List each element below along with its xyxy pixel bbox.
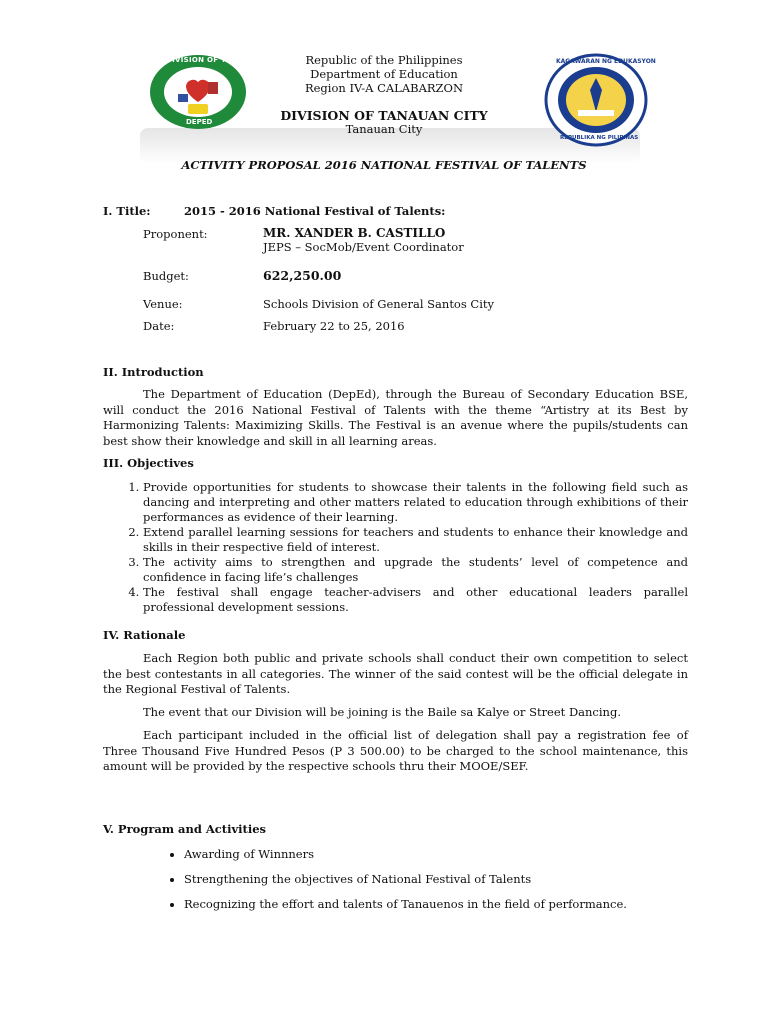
- objective-item: 1. Provide opportunities for students to showcase their talents in the following field such as dancing and interpreting and other matters related to education through exhibitions of their performances as evidence of their learning.: [143, 480, 688, 525]
- objective-item: 3. The activity aims to strengthen and upgrade the students’ level of competence and confidence in facing life’s challenges: [143, 555, 688, 585]
- rationale-paragraph-1: Each Region both public and private schools shall conduct their own competition to select the best contestants in all categories. The winner of the said contest will be the official delegate in the Regional Festival of Talents.: [103, 651, 688, 696]
- title-value: 2015 - 2016 National Festival of Talents:: [184, 204, 446, 218]
- title-label: I. Title:: [103, 204, 151, 218]
- budget-label: Budget:: [143, 269, 189, 283]
- program-heading: V. Program and Activities: [103, 822, 267, 836]
- program-list: [166, 842, 686, 917]
- objective-item: 4. The festival shall engage teacher-advisers and other educational leaders parallel professional development sessions.: [143, 585, 688, 615]
- program-item: • Strengthening the objectives of National Festival of Talents: [184, 867, 686, 892]
- budget-value: 622,250.00: [263, 268, 342, 283]
- objectives-heading: III. Objectives: [103, 456, 194, 470]
- introduction-heading: II. Introduction: [103, 365, 204, 379]
- division-seal-top-text: DIVISION OF TANAUAN CITY: [166, 56, 283, 64]
- proponent-label: Proponent:: [143, 227, 208, 241]
- objective-item: 2. Extend parallel learning sessions for teachers and students to enhance their knowledge and skills in their respective field of interest.: [143, 525, 688, 555]
- header-city: Tanauan City: [345, 122, 423, 136]
- proponent-name: MR. XANDER B. CASTILLO: [263, 226, 446, 240]
- header-republic: Republic of the Philippines: [305, 53, 463, 67]
- date-value: February 22 to 25, 2016: [263, 319, 405, 333]
- rationale-paragraph-3: Each participant included in the official list of delegation shall pay a registration fee of Three Thousand Five Hundred Pesos (P 3 500.00) to be charged to the school maintenance, this amount will be provided by the respective schools thru their MOOE/SEF.: [103, 728, 688, 773]
- rationale-paragraph-2: The event that our Division will be joining is the Baile sa Kalye or Street Dancing.: [143, 705, 621, 719]
- header-region: Region IV-A CALABARZON: [304, 81, 464, 95]
- proposal-title: ACTIVITY PROPOSAL 2016 NATIONAL FESTIVAL OF TALENTS: [181, 158, 587, 172]
- division-seal-bottom-text: DEPED: [186, 118, 213, 126]
- program-item: • Awarding of Winnners: [184, 842, 686, 867]
- deped-seal-bottom-text: REPUBLIKA NG PILIPINAS: [560, 135, 639, 141]
- venue-value: Schools Division of General Santos City: [263, 297, 495, 311]
- proponent-role: JEPS – SocMob/Event Coordinator: [263, 240, 464, 254]
- date-label: Date:: [143, 319, 175, 333]
- header-department: Department of Education: [310, 67, 458, 81]
- deped-seal-top-text: KAGAWARAN NG EDUKASYON: [556, 58, 656, 65]
- rationale-heading: IV. Rationale: [103, 628, 186, 642]
- objectives-list: [123, 480, 688, 615]
- introduction-text: The Department of Education (DepEd), through the Bureau of Secondary Education BSE, will conduct the 2016 National Festival of Talents with the theme “Artistry at its Best by Harmonizing Talents: Maximizing Skills. The Festival is an avenue where the pupils/students can best show their knowledge and skill in all learning areas.: [103, 387, 688, 448]
- program-item: • Recognizing the effort and talents of Tanauenos in the field of performance.: [184, 892, 686, 917]
- header-division: DIVISION OF TANAUAN CITY: [280, 108, 488, 123]
- venue-label: Venue:: [143, 297, 183, 311]
